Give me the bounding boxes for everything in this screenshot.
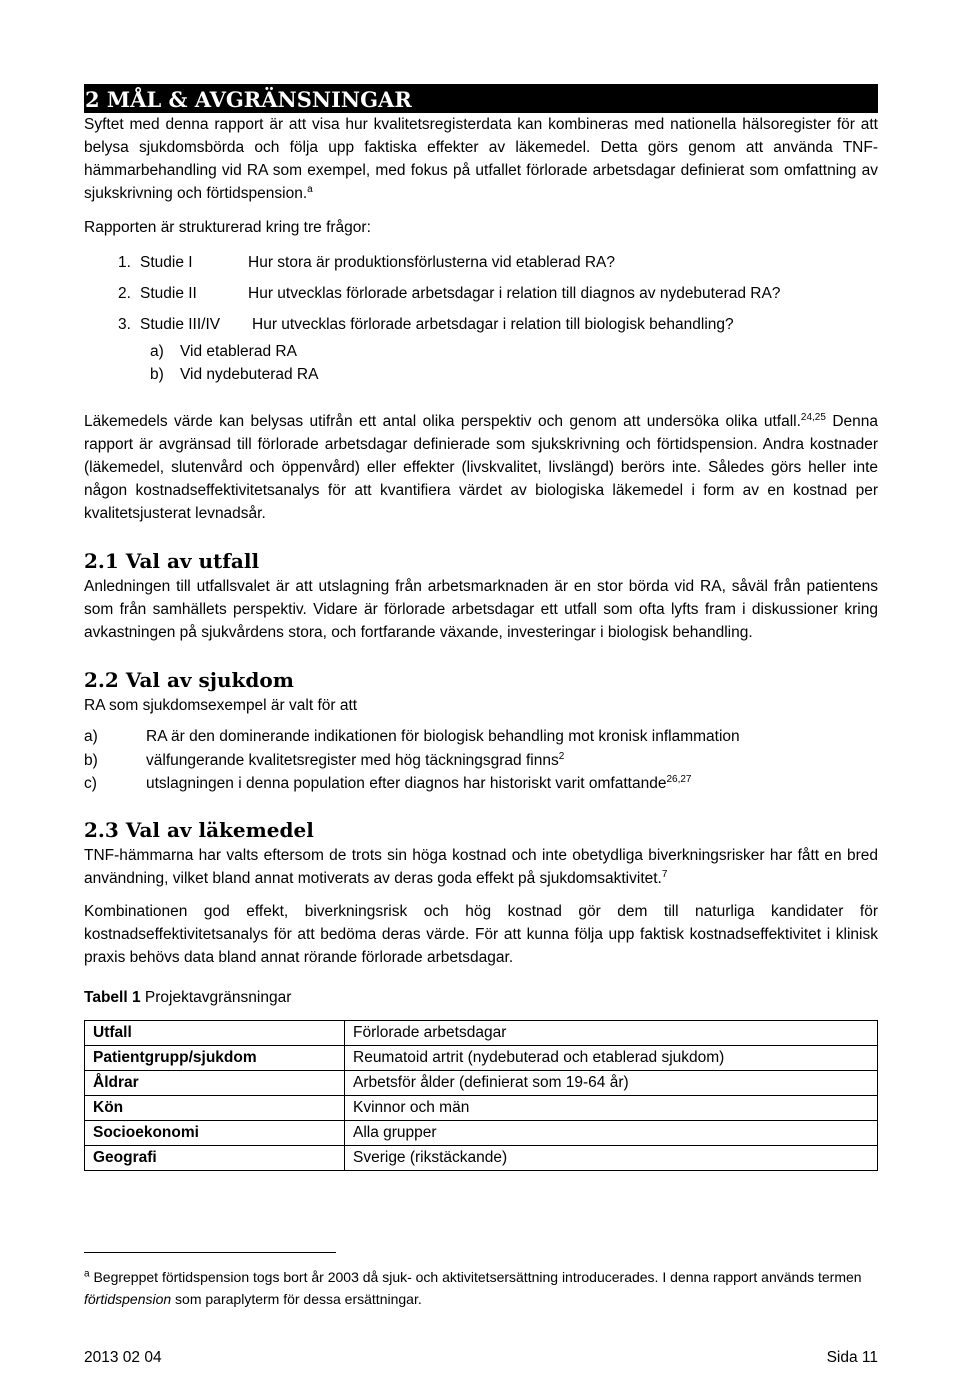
reason-mark: a) — [84, 728, 98, 745]
reason-mark: c) — [84, 775, 97, 792]
table-row — [85, 1145, 878, 1170]
substudy-item — [84, 363, 878, 386]
reason-mark: b) — [84, 751, 98, 769]
reason-text-content: utslagningen i denna population efter diagnos har historiskt varit omfattande — [146, 775, 667, 792]
section-2-3-text-1-content: TNF-hämmarna har valts eftersom de trots sin höga kostnad och inte obetydliga biverkningsrisker har fått en bred användning, vilket bland annat motiverats av deras goda effekt på sjukdomsaktivitet. — [84, 846, 878, 887]
table-key: Socioekonomi — [85, 1120, 345, 1145]
section-2-3-text-1 — [84, 844, 878, 890]
table-value: Sverige (rikstäckande) — [345, 1145, 878, 1170]
table-row — [85, 1070, 878, 1095]
section-2-2-intro: RA som sjukdomsexempel är valt för att — [84, 697, 358, 714]
study-question: Hur utvecklas förlorade arbetsdagar i relation till biologisk behandling? — [252, 316, 734, 333]
table-caption-label: Tabell 1 — [84, 988, 141, 1006]
section-2-1-text: Anledningen till utfallsvalet är att utslagning från arbetsmarknaden är en stor börda vid RA, såväl från patientens som från samhällets perspektiv. Vidare är förlorade arbetsdagar ett utfall som ofta lyfts fram i diskussioner kring avkastningen på sjukvårdens stora, och fortfarande växande, investeringar i biologisk behandling. — [84, 578, 878, 641]
value-refs: 24,25 — [800, 411, 826, 423]
table-value: Reumatoid artrit (nydebuterad och etablerad sjukdom) — [345, 1045, 878, 1070]
table-key: Geografi — [85, 1145, 345, 1170]
study-number: 1. — [118, 254, 131, 271]
table-key: Åldrar — [85, 1070, 345, 1095]
footnote-ref: a — [307, 183, 313, 195]
table-value: Förlorade arbetsdagar — [345, 1020, 878, 1045]
value-paragraph — [84, 410, 878, 525]
section-heading: 2 MÅL & AVGRÄNSNINGAR — [84, 84, 878, 113]
section-title-2-3: 2.3 Val av läkemedel — [84, 817, 314, 842]
page-footer — [84, 1346, 878, 1369]
project-table — [84, 1020, 878, 1171]
table-key: Patientgrupp/sjukdom — [85, 1045, 345, 1070]
intro-text: Syftet med denna rapport är att visa hur kvalitetsregisterdata kan kombineras med nationella hälsoregister för att belysa sjukdomsbörda och följa upp faktiska effekter av läkemedel. Detta görs genom att använda TNF-hämmarbehandling vid RA som exempel, med fokus på utfallet förlorade arbetsdagar definierat som omfattning av sjukskrivning och förtidspension. — [84, 116, 878, 202]
reason-ref: 26,27 — [666, 773, 692, 785]
footnote — [84, 1266, 878, 1310]
footnote-divider — [84, 1252, 336, 1253]
section-2-3-text-2: Kombinationen god effekt, biverkningsrisk och hög kostnad gör dem till naturliga kandidater för kostnadseffektivitetsanalys för att bedöma deras värde. För att kunna följa upp faktisk kostnadseffektivitet i klinisk praxis behövs data bland annat rörande förlorade arbetsdagar. — [84, 902, 878, 966]
table-value: Kvinnor och män — [345, 1095, 878, 1120]
intro-paragraph — [84, 113, 878, 205]
footnote-text-1: Begreppet förtidspension togs bort år 2003 då sjuk- och aktivitetsersättning introducerades. I denna rapport används termen — [89, 1269, 862, 1285]
study-name: Studie II — [140, 285, 197, 302]
section-2-3-ref: 7 — [661, 868, 668, 880]
footnote-text-2: som paraplyterm för dessa ersättningar. — [171, 1291, 422, 1307]
reason-ref: 2 — [558, 750, 565, 762]
study-list — [84, 247, 878, 386]
footer-date: 2013 02 04 — [84, 1349, 162, 1366]
table-caption — [84, 986, 878, 1009]
reason-text-content: välfungerande kvalitetsregister med hög täckningsgrad finns — [146, 751, 559, 769]
reason-text — [146, 772, 691, 796]
reason-item — [84, 772, 878, 796]
value-text-2: Denna rapport är avgränsad till förlorade arbetsdagar definierade som sjukskrivning och förtidspension. Andra kostnader (läkemedel, slutenvård och öppenvård) eller effekter (livskvalitet, livslängd) berörs inte. Således görs heller inte någon kostnadseffektivitetsanalys för att kvantifiera värdet av biologiska läkemedel i form av en kostnad per kvalitetsjusterat levnadsår. — [84, 413, 878, 522]
table-row — [85, 1045, 878, 1070]
study-item — [84, 309, 878, 340]
table-key: Utfall — [85, 1020, 345, 1045]
substudy-mark: b) — [150, 366, 164, 383]
reason-list — [84, 725, 878, 796]
page-content — [84, 84, 878, 1171]
structure-intro: Rapporten är strukturerad kring tre frågor: — [84, 219, 371, 236]
reason-item — [84, 725, 878, 749]
table-row — [85, 1095, 878, 1120]
footnote-mark: a — [84, 1268, 90, 1280]
table-key: Kön — [85, 1095, 345, 1120]
study-question: Hur utvecklas förlorade arbetsdagar i relation till diagnos av nydebuterad RA? — [248, 285, 781, 302]
study-name: Studie I — [140, 254, 193, 271]
substudy-text: Vid nydebuterad RA — [180, 366, 319, 383]
table-value: Alla grupper — [345, 1120, 878, 1145]
study-item — [84, 278, 878, 309]
study-number: 3. — [118, 316, 131, 333]
page-number: Sida 11 — [826, 1349, 878, 1366]
table-caption-text: Projektavgränsningar — [140, 988, 292, 1006]
value-text-1: Läkemedels värde kan belysas utifrån ett antal olika perspektiv och genom att undersöka olika utfall. — [84, 413, 801, 430]
substudy-mark: a) — [150, 343, 164, 360]
study-question: Hur stora är produktionsförlusterna vid etablerad RA? — [248, 254, 616, 271]
reason-text — [146, 725, 740, 749]
table-value: Arbetsför ålder (definierat som 19-64 år) — [345, 1070, 878, 1095]
reason-text-content: RA är den dominerande indikationen för biologisk behandling mot kronisk inflammation — [146, 728, 740, 745]
section-title-2-1: 2.1 Val av utfall — [84, 549, 260, 573]
section-title-2-2: 2.2 Val av sjukdom — [84, 668, 294, 692]
substudy-item — [84, 340, 878, 363]
study-name: Studie III/IV — [140, 316, 221, 333]
table-row — [85, 1120, 878, 1145]
reason-text — [146, 749, 564, 773]
study-item — [84, 247, 878, 278]
reason-item — [84, 749, 878, 773]
footnote-italic-term: förtidspension — [84, 1291, 172, 1307]
substudy-text: Vid etablerad RA — [180, 343, 297, 360]
study-number: 2. — [118, 285, 131, 302]
table-row — [85, 1020, 878, 1045]
